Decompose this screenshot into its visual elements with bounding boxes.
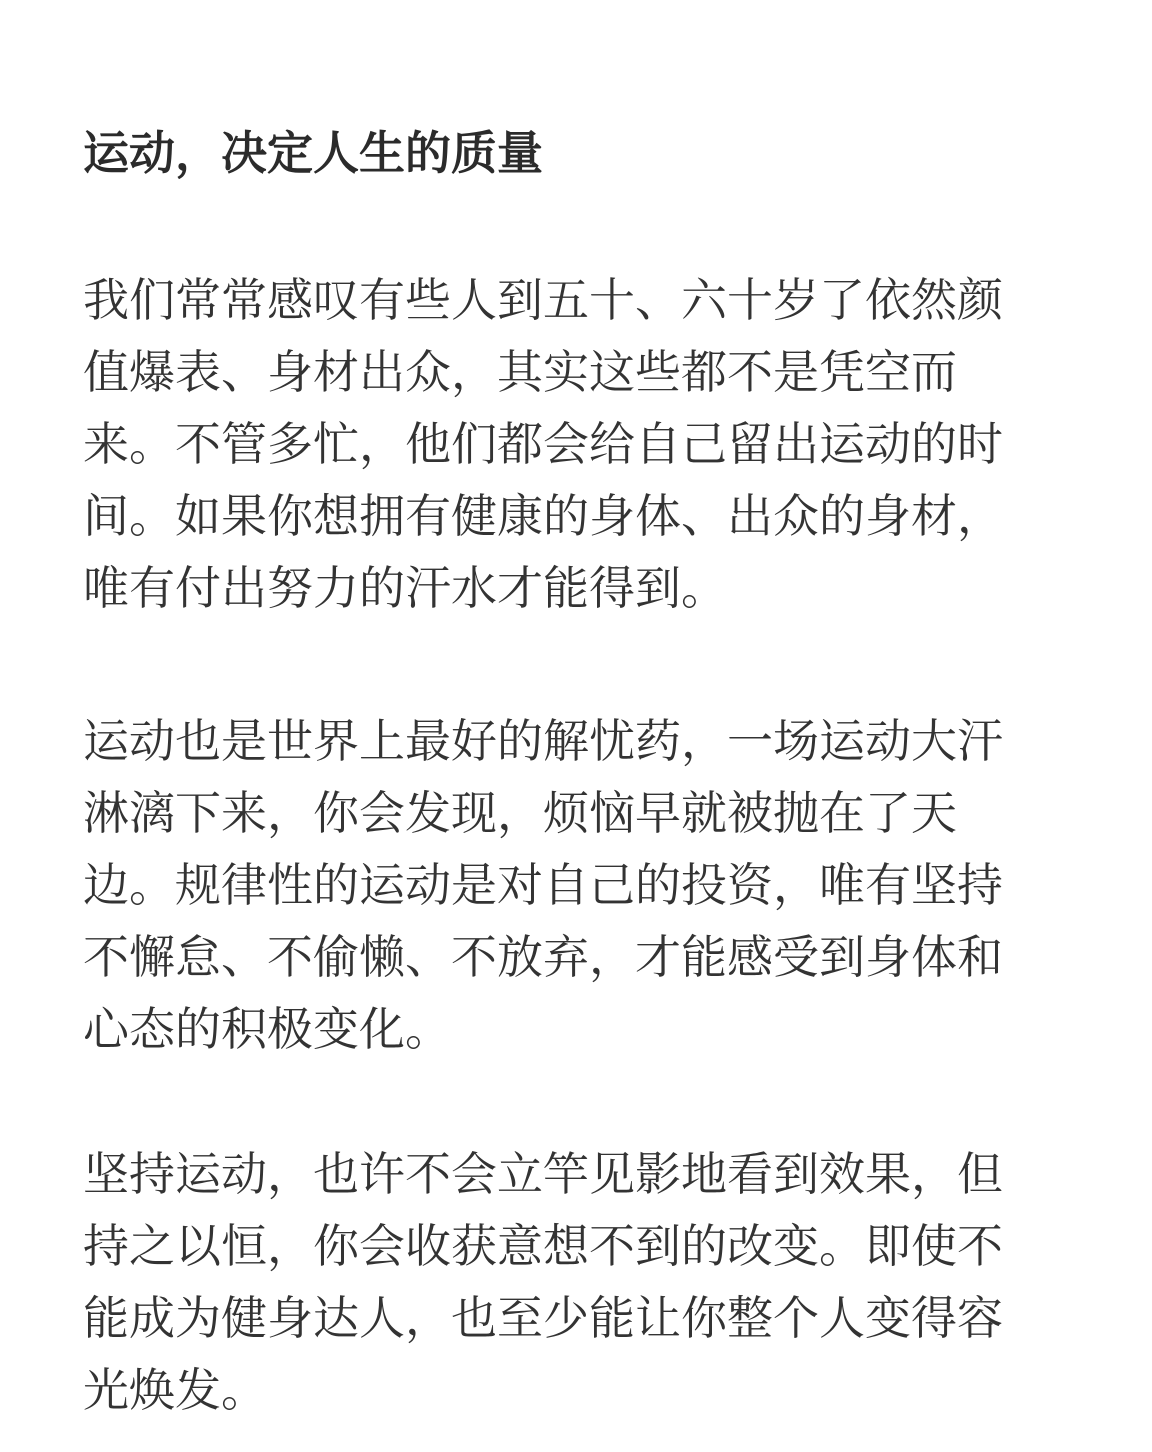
paragraph-line: 边。规律性的运动是对自己的投资，唯有坚持	[83, 858, 1003, 912]
article-paragraph-3	[83, 1138, 1133, 1426]
paragraph-line: 来。不管多忙，他们都会给自己留出运动的时	[83, 417, 1003, 471]
paragraph-line: 唯有付出努力的汗水才能得到。	[83, 561, 727, 615]
paragraph-line: 淋漓下来，你会发现，烦恼早就被抛在了天	[83, 786, 957, 840]
article-title: 运动，决定人生的质量	[83, 126, 543, 180]
paragraph-line: 坚持运动，也许不会立竿见影地看到效果，但	[83, 1147, 1003, 1201]
paragraph-line: 运动也是世界上最好的解忧药，一场运动大汗	[83, 714, 1003, 768]
article-paragraph-1	[83, 264, 1133, 624]
paragraph-line: 我们常常感叹有些人到五十、六十岁了依然颜	[83, 273, 1003, 327]
paragraph-line: 不懈怠、不偷懒、不放弃，才能感受到身体和	[83, 930, 1003, 984]
paragraph-line: 能成为健身达人，也至少能让你整个人变得容	[83, 1291, 1003, 1345]
paragraph-line: 间。如果你想拥有健康的身体、出众的身材，	[83, 489, 1003, 543]
paragraph-line: 心态的积极变化。	[83, 1002, 451, 1056]
paragraph-line: 光焕发。	[83, 1363, 267, 1417]
paragraph-line: 持之以恒，你会收获意想不到的改变。即使不	[83, 1219, 1003, 1273]
article-paragraph-2	[83, 705, 1133, 1065]
paragraph-line: 值爆表、身材出众，其实这些都不是凭空而	[83, 345, 957, 399]
